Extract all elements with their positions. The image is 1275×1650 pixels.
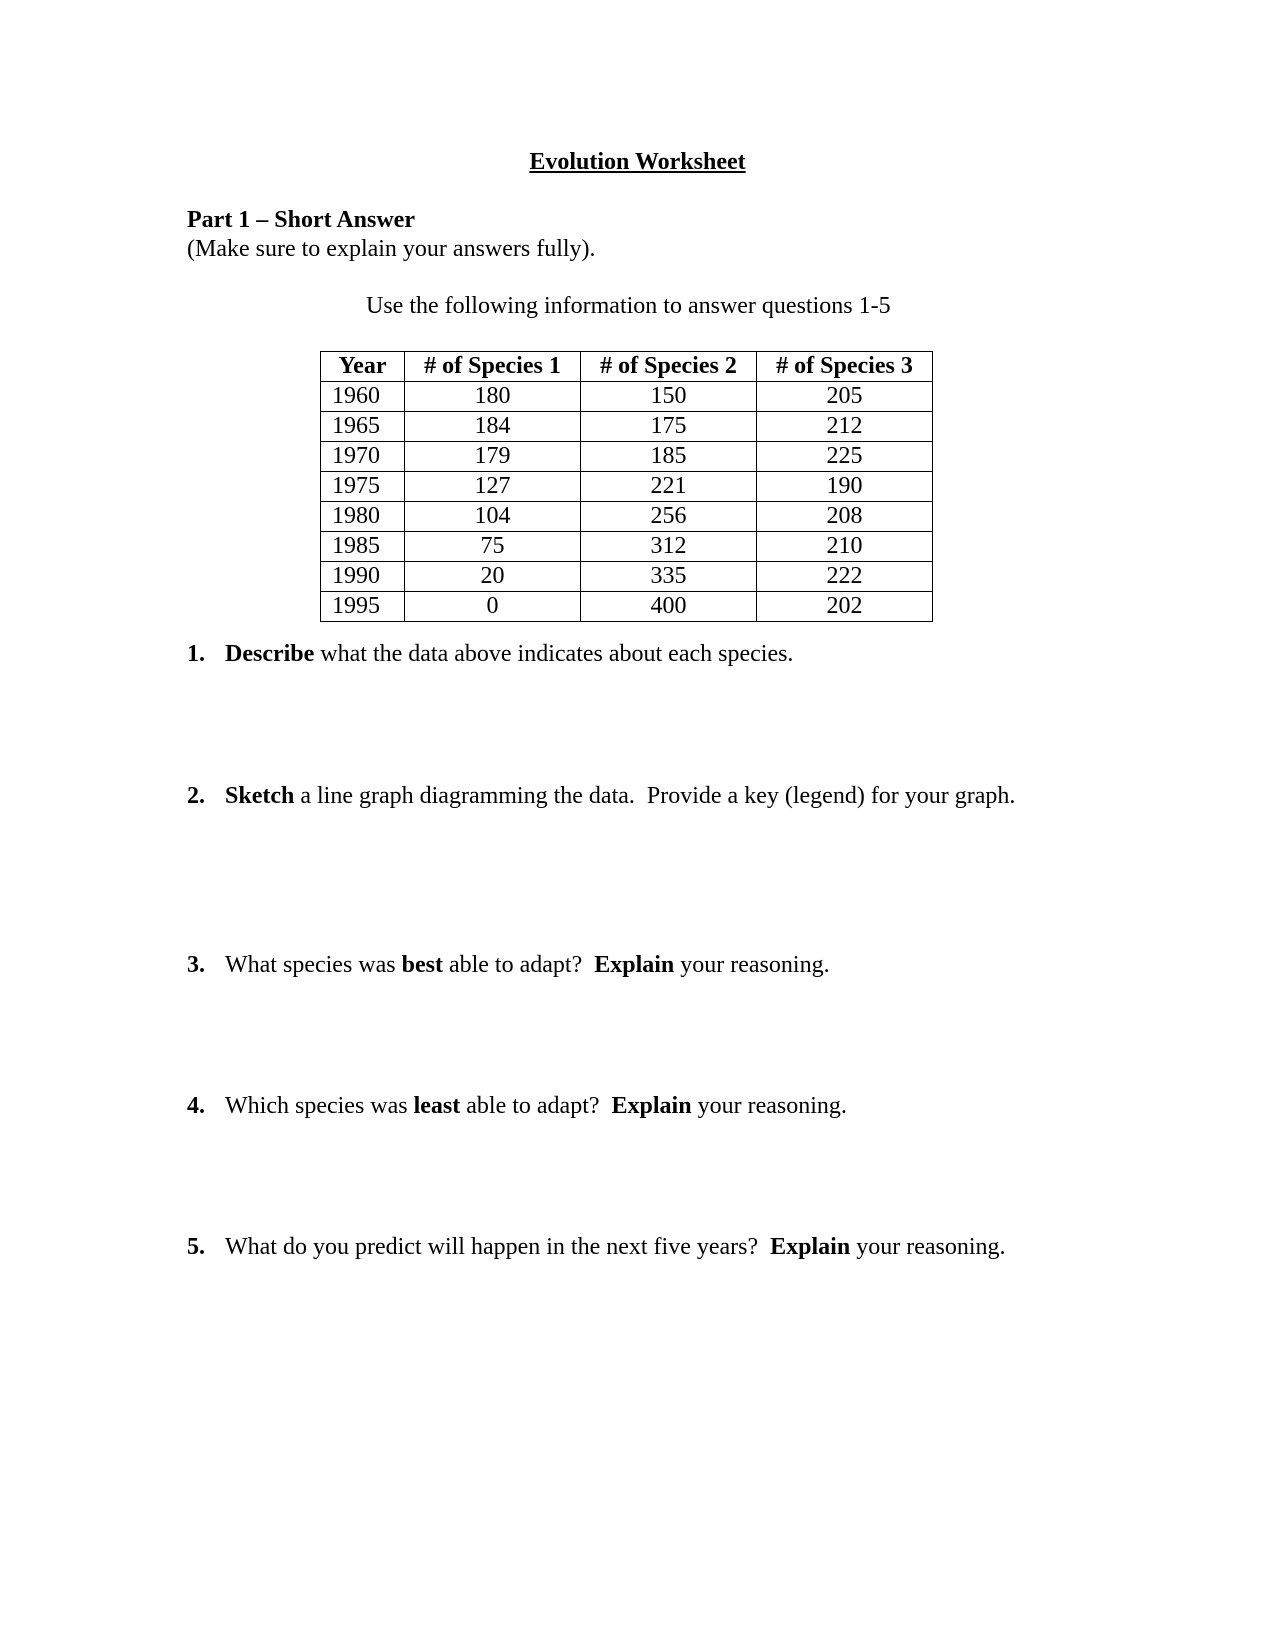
question-2: [187, 782, 1015, 810]
question-text: your reasoning.: [691, 1093, 847, 1119]
page-title: Evolution Worksheet: [529, 149, 746, 175]
cell-species-3: 222: [757, 562, 933, 592]
cell-species-2: 335: [581, 562, 757, 592]
question-5: [187, 1233, 1006, 1261]
cell-year: 1985: [321, 532, 405, 562]
question-number: 3.: [187, 952, 205, 978]
cell-species-1: 180: [405, 382, 581, 412]
question-4: [187, 1092, 847, 1120]
cell-species-2: 400: [581, 592, 757, 622]
table-intro: Use the following information to answer questions 1-5: [366, 293, 891, 319]
question-text: What species was: [225, 952, 402, 978]
cell-species-3: 210: [757, 532, 933, 562]
cell-species-3: 205: [757, 382, 933, 412]
cell-species-3: 202: [757, 592, 933, 622]
question-text: your reasoning.: [674, 952, 830, 978]
question-number: 5.: [187, 1234, 205, 1260]
question-text: able to adapt?: [442, 952, 595, 978]
question-text-bold: Explain: [611, 1093, 692, 1119]
question-3: [187, 951, 830, 979]
cell-species-1: 127: [405, 472, 581, 502]
cell-year: 1975: [321, 472, 405, 502]
question-text-bold: least: [413, 1093, 461, 1119]
cell-species-3: 190: [757, 472, 933, 502]
question-text: Which species was: [225, 1093, 414, 1119]
header-species-3: # of Species 3: [757, 352, 933, 382]
cell-year: 1970: [321, 442, 405, 472]
cell-species-3: 225: [757, 442, 933, 472]
table-row: [321, 472, 933, 502]
table-row: [321, 382, 933, 412]
table-row: [321, 412, 933, 442]
question-text: what the data above indicates about each species.: [314, 641, 794, 667]
part-heading: Part 1 – Short Answer: [187, 207, 415, 233]
cell-species-2: 150: [581, 382, 757, 412]
cell-year: 1980: [321, 502, 405, 532]
cell-species-1: 104: [405, 502, 581, 532]
cell-species-3: 212: [757, 412, 933, 442]
header-species-1: # of Species 1: [405, 352, 581, 382]
question-number: 2.: [187, 783, 205, 809]
cell-species-1: 0: [405, 592, 581, 622]
cell-species-1: 20: [405, 562, 581, 592]
cell-year: 1995: [321, 592, 405, 622]
cell-species-1: 184: [405, 412, 581, 442]
table-row: [321, 562, 933, 592]
header-species-2: # of Species 2: [581, 352, 757, 382]
question-text-bold: best: [401, 952, 443, 978]
part-instructions: (Make sure to explain your answers fully).: [187, 236, 596, 262]
cell-species-3: 208: [757, 502, 933, 532]
cell-species-1: 179: [405, 442, 581, 472]
cell-species-2: 221: [581, 472, 757, 502]
table-row: [321, 442, 933, 472]
question-text-bold: Explain: [594, 952, 675, 978]
header-year: Year: [321, 352, 405, 382]
table-row: [321, 532, 933, 562]
table-row: [321, 592, 933, 622]
question-text-bold: Describe: [225, 641, 315, 667]
cell-year: 1960: [321, 382, 405, 412]
cell-species-2: 175: [581, 412, 757, 442]
cell-species-2: 256: [581, 502, 757, 532]
cell-year: 1990: [321, 562, 405, 592]
table-row: [321, 502, 933, 532]
cell-species-2: 312: [581, 532, 757, 562]
question-text: able to adapt?: [460, 1093, 612, 1119]
cell-species-2: 185: [581, 442, 757, 472]
question-text: a line graph diagramming the data. Provide a key (legend) for your graph.: [294, 783, 1016, 809]
table-header-row: [321, 352, 933, 382]
question-text: What do you predict will happen in the next five years?: [225, 1234, 771, 1260]
question-1: [187, 640, 793, 668]
species-data-table: [320, 351, 933, 622]
question-number: 4.: [187, 1093, 205, 1119]
question-text-bold: Explain: [770, 1234, 851, 1260]
question-number: 1.: [187, 641, 205, 667]
cell-year: 1965: [321, 412, 405, 442]
question-text-bold: Sketch: [225, 783, 295, 809]
cell-species-1: 75: [405, 532, 581, 562]
question-text: your reasoning.: [850, 1234, 1006, 1260]
